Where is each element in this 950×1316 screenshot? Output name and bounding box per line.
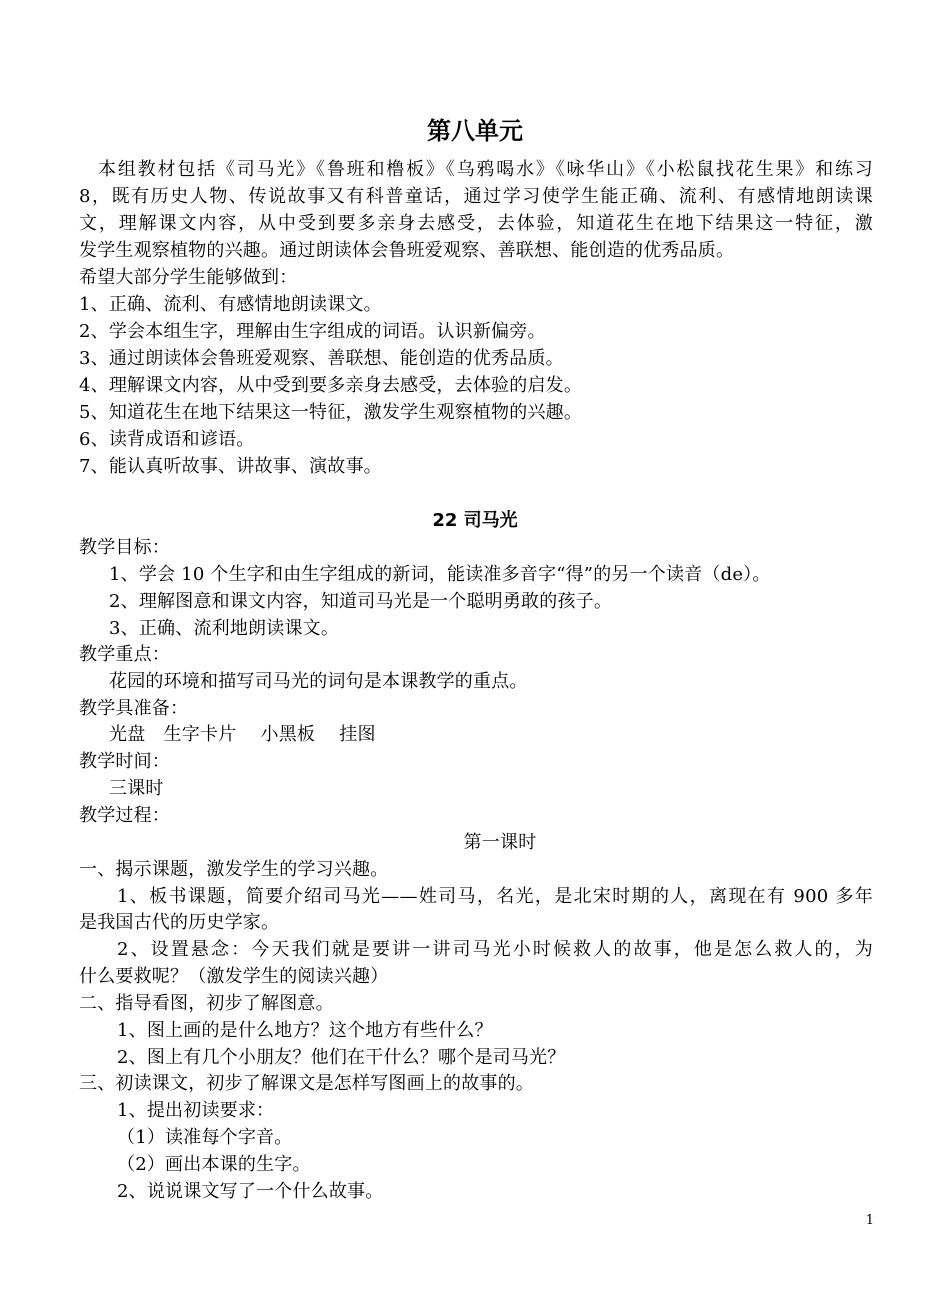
focus-heading: 教学重点：	[79, 644, 170, 665]
unit-title: 第八单元	[427, 117, 523, 145]
step-3-item-2: 2、说说课文写了一个什么故事。	[117, 1181, 384, 1202]
period-title: 第一课时	[463, 832, 537, 853]
goal-item-1: 1、正确、流利、有感情地朗读课文。	[79, 294, 382, 315]
step-1-item-1-line-2: 是我国古代的历史学家。	[79, 912, 280, 933]
intro-line-4: 发学生观察植物的兴趣。通过朗读体会鲁班爱观察、善联想、能创造的优秀品质。	[79, 240, 735, 261]
step-1-item-2-line-1: 2、设置悬念：今天我们就是要讲一讲司马光小时候救人的故事，他是怎么救人的，为	[117, 939, 873, 960]
goal-item-7: 7、能认真听故事、讲故事、演故事。	[79, 456, 382, 477]
step-2-item-1: 1、图上画的是什么地方？这个地方有些什么？	[117, 1020, 493, 1041]
intro-line-2: 8，既有历史人物、传说故事又有科普童话，通过学习使学生能正确、流利、有感情地朗读课	[79, 186, 873, 207]
goal-item-3: 3、通过朗读体会鲁班爱观察、善联想、能创造的优秀品质。	[79, 348, 564, 369]
goal-item-2: 2、学会本组生字，理解由生字组成的词语。认识新偏旁。	[79, 321, 546, 342]
step-3: 三、初读课文，初步了解课文是怎样写图画上的故事的。	[79, 1073, 534, 1094]
time-heading: 教学时间：	[79, 751, 170, 772]
goal-item-6: 6、读背成语和谚语。	[79, 429, 255, 450]
objective-item-1: 1、学会 10 个生字和由生字组成的新词，能读准多音字“得”的另一个读音（de）。	[109, 564, 771, 585]
step-3-sub-1: （1）读准每个字音。	[117, 1127, 293, 1148]
goals-intro: 希望大部分学生能够做到：	[79, 267, 298, 288]
focus-text: 花园的环境和描写司马光的词句是本课教学的重点。	[109, 671, 528, 692]
page-number: 1	[865, 1213, 874, 1228]
tools-heading: 教学具准备：	[79, 698, 189, 719]
objectives-heading: 教学目标：	[79, 537, 170, 558]
step-1: 一、揭示课题，激发学生的学习兴趣。	[79, 859, 389, 880]
time-text: 三课时	[109, 778, 164, 799]
intro-line-1: 本组教材包括《司马光》《鲁班和橹板》《乌鸦喝水》《咏华山》《小松鼠找花生果》和练习	[98, 159, 873, 180]
step-1-item-1-line-1: 1、板书课题，简要介绍司马光——姓司马，名光，是北宋时期的人，离现在有 900 多年	[117, 886, 873, 907]
step-3-item-1: 1、提出初读要求：	[117, 1100, 275, 1121]
step-2: 二、指导看图，初步了解图意。	[79, 993, 334, 1014]
step-1-item-2-line-2: 什么要救呢？（激发学生的阅读兴趣）	[79, 966, 389, 987]
tools-text: 光盘 生字卡片 小黑板 挂图	[109, 724, 376, 745]
intro-line-3: 文，理解课文内容，从中受到要多亲身去感受，去体验，知道花生在地下结果这一特征，激	[79, 213, 873, 234]
objective-item-2: 2、理解图意和课文内容，知道司马光是一个聪明勇敢的孩子。	[109, 591, 613, 612]
objective-item-3: 3、正确、流利地朗读课文。	[109, 618, 340, 639]
goal-item-4: 4、理解课文内容，从中受到要多亲身去感受，去体验的启发。	[79, 375, 583, 396]
goal-item-5: 5、知道花生在地下结果这一特征，激发学生观察植物的兴趣。	[79, 402, 583, 423]
process-heading: 教学过程：	[79, 805, 170, 826]
step-2-item-2: 2、图上有几个小朋友？他们在干什么？哪个是司马光？	[117, 1047, 566, 1068]
step-3-sub-2: （2）画出本课的生字。	[117, 1154, 311, 1175]
lesson-title: 22 司马光	[432, 510, 518, 531]
